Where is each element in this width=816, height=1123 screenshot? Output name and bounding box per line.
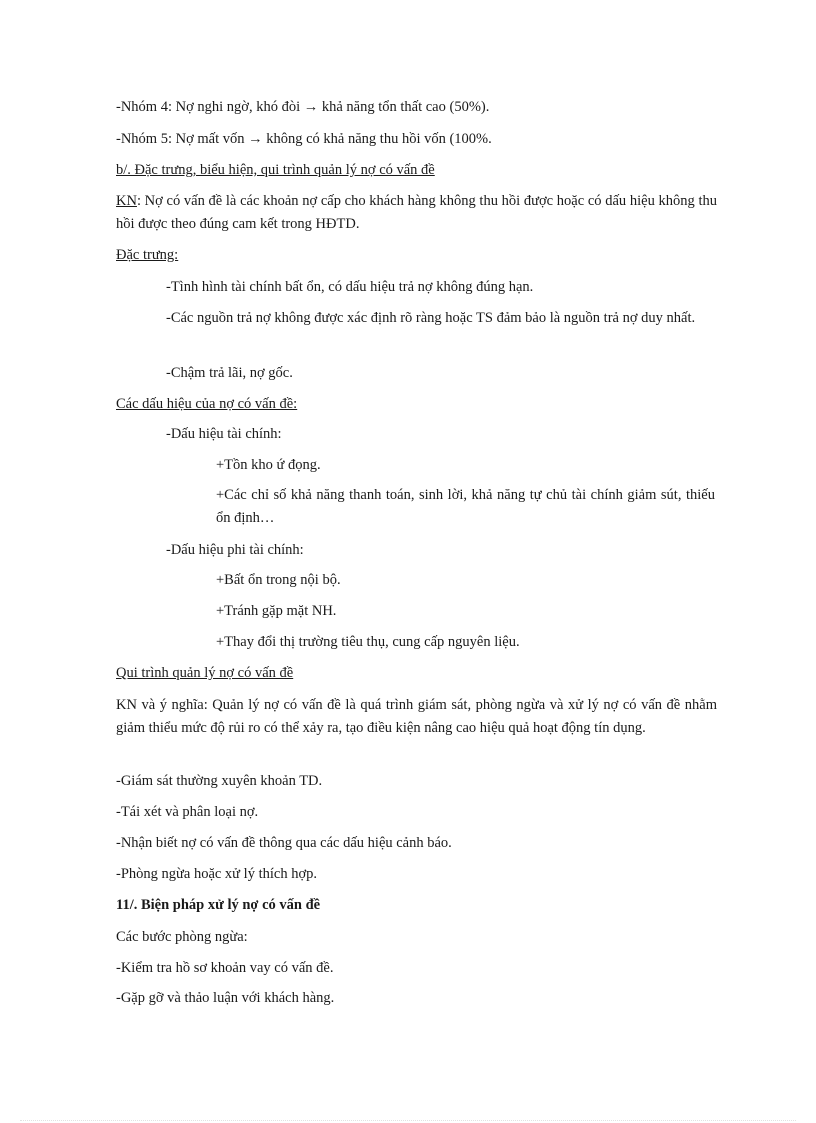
page-bottom-divider: [20, 1120, 796, 1121]
phong-ngua-item-1: -Kiểm tra hồ sơ khoản vay có vấn đề.: [116, 960, 334, 976]
paragraph-nhom-5: -Nhóm 5: Nợ mất vốn → không có khả năng thu hồi vốn (100%.: [116, 131, 492, 147]
kn-label: KN: [116, 193, 137, 209]
dau-hieu-phi-tai-chinh-item-3: +Thay đổi thị trường tiêu thụ, cung cấp nguyên liệu.: [216, 634, 520, 650]
phong-ngua-label: Các bước phòng ngừa:: [116, 929, 248, 945]
paragraph-nhom-4: -Nhóm 4: Nợ nghi ngờ, khó đòi → khả năng tổn thất cao (50%).: [116, 99, 490, 115]
heading-b-dac-trung: b/. Đặc trưng, biểu hiện, qui trình quản lý nợ có vấn đề: [116, 162, 435, 178]
dac-trung-item-1: -Tình hình tài chính bất ổn, có dấu hiệu trả nợ không đúng hạn.: [166, 279, 534, 295]
heading-dau-hieu: Các dấu hiệu của nợ có vấn đề:: [116, 396, 298, 412]
dau-hieu-phi-tai-chinh: -Dấu hiệu phi tài chính:: [166, 542, 304, 558]
paragraph-qui-trinh-kn: KN và ý nghĩa: Quản lý nợ có vấn đề là quá trình giám sát, phòng ngừa và xử lý nợ có vấn đề nhằm giảm thiểu mức độ rủi ro có thể xảy ra, tạo điều kiện nâng cao hiệu quả hoạt động tín dụng.: [116, 697, 717, 736]
phong-ngua-item-2: -Gặp gỡ và thảo luận với khách hàng.: [116, 990, 335, 1006]
dau-hieu-phi-tai-chinh-item-2: +Tránh gặp mặt NH.: [216, 603, 337, 619]
heading-section-11: 11/. Biện pháp xử lý nợ có vấn đề: [116, 897, 321, 913]
paragraph-kn-definition: [116, 190, 717, 235]
qui-trinh-item-4: -Phòng ngừa hoặc xử lý thích hợp.: [116, 866, 317, 882]
qui-trinh-item-3: -Nhận biết nợ có vấn đề thông qua các dấu hiệu cảnh báo.: [116, 835, 452, 851]
dau-hieu-tai-chinh: -Dấu hiệu tài chính:: [166, 426, 282, 442]
dac-trung-item-3: -Chậm trả lãi, nợ gốc.: [166, 365, 293, 381]
dau-hieu-tai-chinh-item-1: +Tồn kho ứ đọng.: [216, 457, 321, 473]
qui-trinh-item-2: -Tái xét và phân loại nợ.: [116, 804, 259, 820]
dau-hieu-phi-tai-chinh-item-1: +Bất ổn trong nội bộ.: [216, 572, 341, 588]
dau-hieu-tai-chinh-item-2: +Các chỉ số khả năng thanh toán, sinh lời, khả năng tự chủ tài chính giảm sút, thiếu ổn định…: [216, 487, 715, 526]
qui-trinh-item-1: -Giám sát thường xuyên khoản TD.: [116, 773, 323, 789]
heading-qui-trinh: Qui trình quản lý nợ có vấn đề: [116, 665, 294, 681]
kn-text: : Nợ có vấn đề là các khoản nợ cấp cho khách hàng không thu hồi được hoặc có dấu hiệu không thu hồi được theo đúng cam kết trong HĐTD.: [116, 193, 717, 232]
heading-dac-trung: Đặc trưng:: [116, 247, 179, 263]
dac-trung-item-2: -Các nguồn trả nợ không được xác định rõ ràng hoặc TS đảm bảo là nguồn trả nợ duy nhất.: [166, 310, 696, 326]
